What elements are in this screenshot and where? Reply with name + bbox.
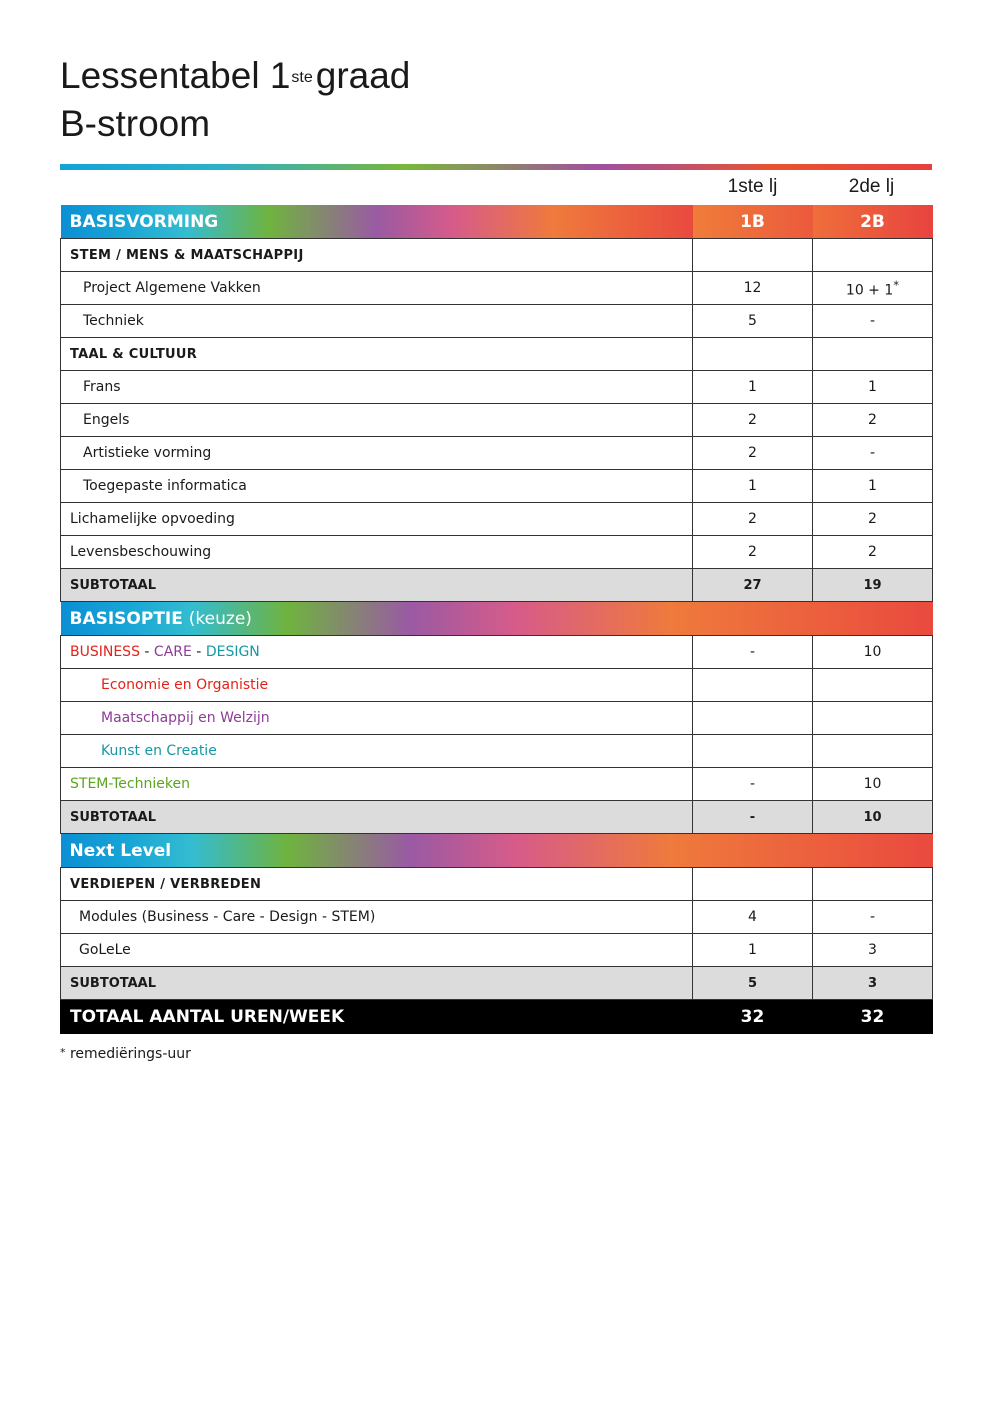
subtotal-value-1: 5: [693, 967, 813, 1000]
row-value-1: -: [693, 768, 813, 801]
row-value-2: 10: [813, 768, 933, 801]
subtotal-label: SUBTOTAAL: [61, 569, 693, 602]
group-label: STEM / MENS & MAATSCHAPPIJ: [61, 239, 693, 272]
footnote-mark: *: [60, 1046, 66, 1059]
row-value-2: 2: [813, 404, 933, 437]
table-row: [61, 901, 933, 934]
column-header-1: 1ste lj: [727, 176, 778, 197]
table-row: [61, 934, 933, 967]
row-value-1: 2: [693, 437, 813, 470]
section-heading: BASISVORMING: [61, 205, 693, 239]
subtotal-label: SUBTOTAAL: [61, 801, 693, 834]
title-line-2: B-stroom: [60, 103, 211, 144]
subtotal-row: [61, 967, 933, 1000]
row-value-2: 3: [813, 934, 933, 967]
footnote-mark: *: [893, 277, 900, 292]
total-row: [61, 1000, 933, 1034]
section-basisvorming: [61, 205, 933, 239]
row-label: BUSINESS - CARE - DESIGN: [61, 636, 693, 669]
total-label: TOTAAL AANTAL UREN/WEEK: [61, 1000, 693, 1034]
total-value-1: 32: [693, 1000, 813, 1034]
lessentabel: [60, 205, 933, 1034]
option-label: Maatschappij en Welzijn: [61, 702, 693, 735]
table-row: [61, 536, 933, 569]
row-value-2: 2: [813, 536, 933, 569]
gradient-rule: [60, 164, 932, 170]
row-value-2: -: [813, 901, 933, 934]
row-label: Frans: [61, 371, 693, 404]
row-value-1: 5: [693, 305, 813, 338]
row-label: Modules (Business - Care - Design - STEM): [61, 901, 693, 934]
row-value-1: 1: [693, 470, 813, 503]
group-label: VERDIEPEN / VERBREDEN: [61, 868, 693, 901]
row-value-1: -: [693, 636, 813, 669]
row-label: Project Algemene Vakken: [61, 272, 693, 305]
group-row: [61, 868, 933, 901]
table-row: [61, 272, 933, 305]
group-row: [61, 239, 933, 272]
subtotal-value-2: 3: [813, 967, 933, 1000]
row-value-1: 1: [693, 934, 813, 967]
table-row: [61, 371, 933, 404]
subtotal-value-1: 27: [693, 569, 813, 602]
row-label: Techniek: [61, 305, 693, 338]
row-value-2: 2: [813, 503, 933, 536]
section-heading: Next Level: [61, 834, 933, 868]
column-header-2: 2de lj: [848, 176, 895, 197]
section-next-level: [61, 834, 933, 868]
title-line-1: Lessentabel 1stegraad: [60, 55, 411, 96]
row-label: GoLeLe: [61, 934, 693, 967]
subtotal-value-2: 10: [813, 801, 933, 834]
table-row: [61, 768, 933, 801]
page-title: [60, 52, 410, 148]
subtotal-row: [61, 801, 933, 834]
section-col-1: 1B: [693, 205, 813, 239]
row-label: Levensbeschouwing: [61, 536, 693, 569]
total-value-2: 32: [813, 1000, 933, 1034]
group-label: TAAL & CULTUUR: [61, 338, 693, 371]
row-label: STEM-Technieken: [61, 768, 693, 801]
row-value-1: 4: [693, 901, 813, 934]
section-col-2: 2B: [813, 205, 933, 239]
row-label: Lichamelijke opvoeding: [61, 503, 693, 536]
subtotal-label: SUBTOTAAL: [61, 967, 693, 1000]
subtotal-row: [61, 569, 933, 602]
row-value-1: 1: [693, 371, 813, 404]
section-basisoptie: [61, 602, 933, 636]
row-value-2: 1: [813, 470, 933, 503]
row-value-1: 2: [693, 503, 813, 536]
row-label: Engels: [61, 404, 693, 437]
table-row: [61, 503, 933, 536]
subtotal-value-2: 19: [813, 569, 933, 602]
option-label: Economie en Organistie: [61, 669, 693, 702]
table-row: [61, 404, 933, 437]
table-row: [61, 305, 933, 338]
table-row: [61, 669, 933, 702]
section-heading: BASISOPTIE (keuze): [61, 602, 933, 636]
footnote: * remediërings-uur: [60, 1046, 191, 1062]
row-value-2: 10 + 1*: [813, 272, 933, 305]
table-row: [61, 735, 933, 768]
table-row: [61, 636, 933, 669]
row-label: Toegepaste informatica: [61, 470, 693, 503]
table-row: [61, 702, 933, 735]
group-row: [61, 338, 933, 371]
subtotal-value-1: -: [693, 801, 813, 834]
row-value-2: 10: [813, 636, 933, 669]
row-value-2: -: [813, 437, 933, 470]
row-value-1: 2: [693, 536, 813, 569]
table-row: [61, 437, 933, 470]
option-label: Kunst en Creatie: [61, 735, 693, 768]
row-value-2: -: [813, 305, 933, 338]
row-value-2: 1: [813, 371, 933, 404]
row-value-1: 2: [693, 404, 813, 437]
row-label: Artistieke vorming: [61, 437, 693, 470]
row-value-1: 12: [693, 272, 813, 305]
table-row: [61, 470, 933, 503]
